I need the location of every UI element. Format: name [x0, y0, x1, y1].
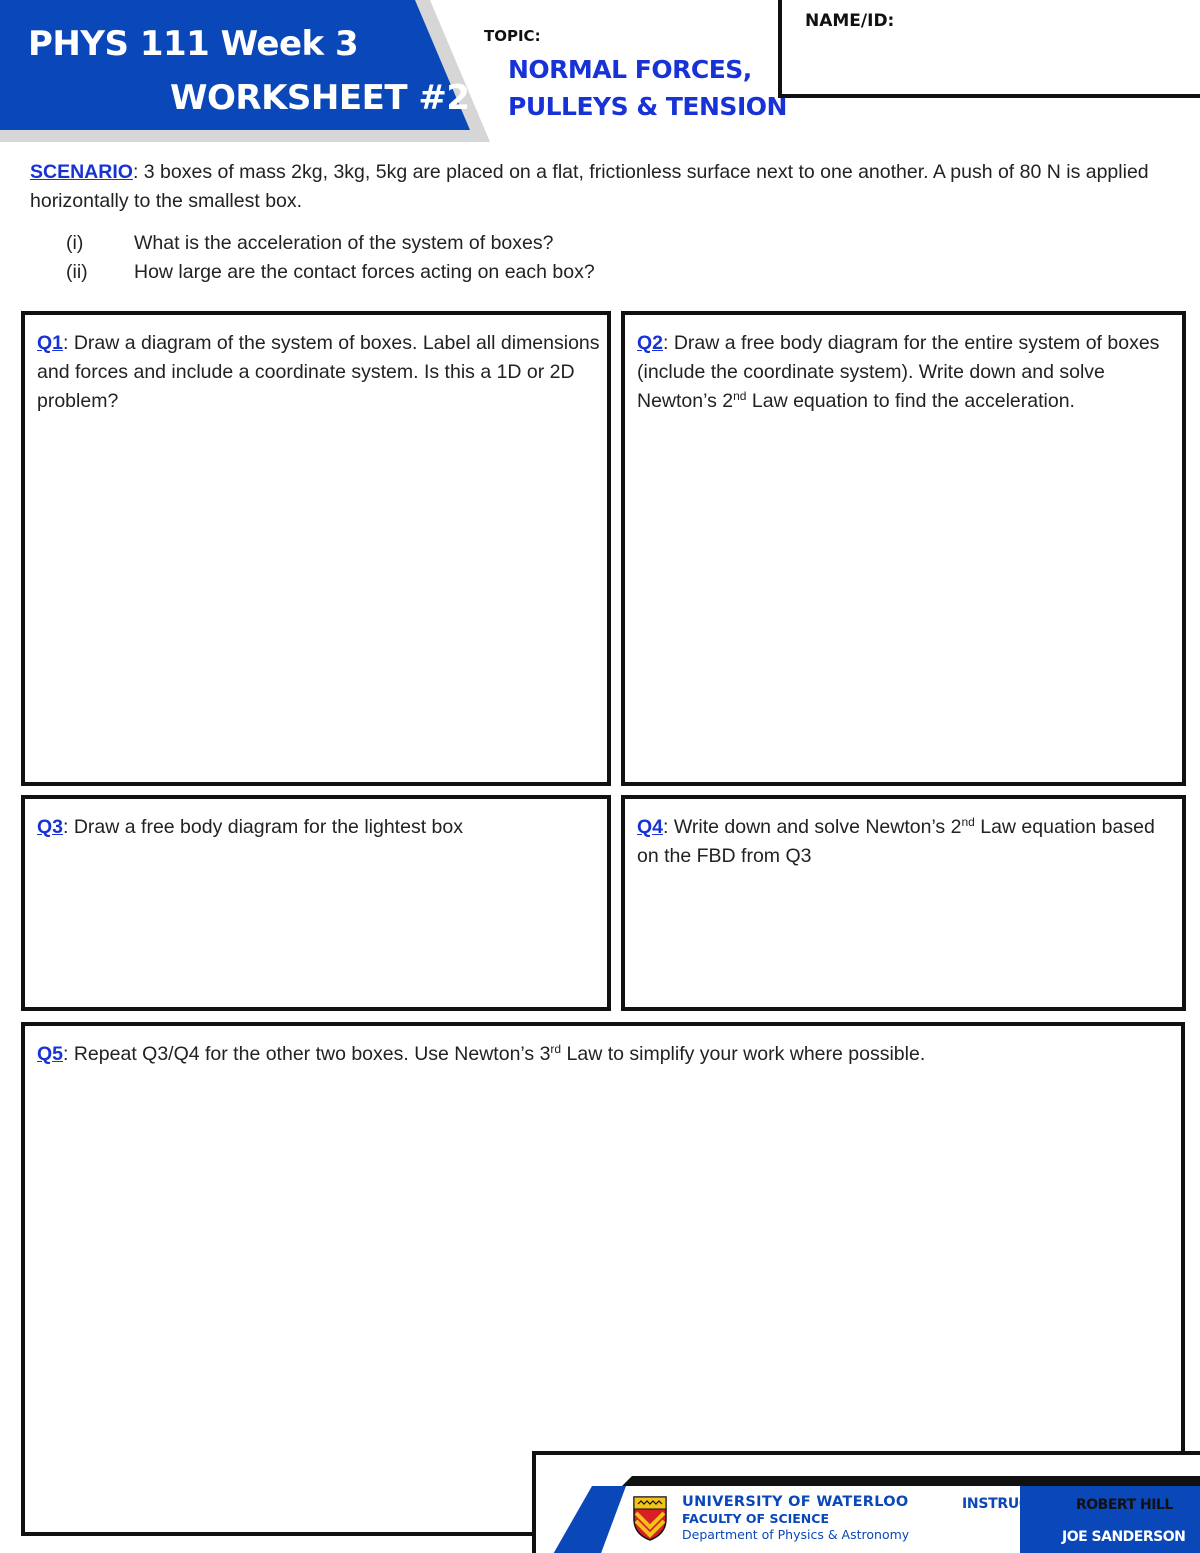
q2-text-b: Law equation to find the acceleration.	[746, 390, 1075, 412]
q4-text-b: Law equation based on the FBD from Q3	[637, 816, 1155, 867]
scenario-label: SCENARIO	[30, 161, 133, 183]
q5-label: Q5	[37, 1043, 64, 1065]
q5-text-a: : Repeat Q3/Q4 for the other two boxes. Use Newton’s 3	[63, 1043, 551, 1065]
scenario-text	[30, 158, 1160, 216]
q2-prompt	[637, 329, 1177, 416]
q5-prompt	[37, 1040, 1167, 1069]
q4-prompt	[637, 813, 1177, 871]
topic-label: TOPIC:	[484, 27, 541, 45]
scenario-item-text: How large are the contact forces acting on each box?	[134, 261, 595, 283]
q2-label: Q2	[637, 332, 664, 354]
instructors-label: INSTRUCTORS:	[962, 1496, 1076, 1512]
department-name: Department of Physics & Astronomy	[682, 1527, 910, 1542]
faculty-name: FACULTY OF SCIENCE	[682, 1511, 829, 1526]
topic-line-2: PULLEYS & TENSION	[508, 92, 787, 121]
q4-text-a: : Write down and solve Newton’s 2	[663, 816, 962, 838]
q5-ordinal: rd	[550, 1042, 562, 1056]
name-id-label: NAME/ID:	[805, 11, 895, 31]
q4-answer-box[interactable]	[621, 795, 1186, 1011]
scenario-item-number: (i)	[66, 232, 84, 254]
q3-prompt	[37, 813, 602, 842]
q1-answer-box[interactable]	[21, 311, 611, 786]
worksheet-title-course: PHYS 111 Week 3	[28, 24, 359, 64]
instructor-name-2: JOE SANDERSON	[1062, 1529, 1186, 1545]
q3-text: : Draw a free body diagram for the lightest box	[63, 816, 463, 838]
q5-text-b: Law to simplify your work where possible.	[561, 1043, 926, 1065]
scenario-item-number: (ii)	[66, 261, 88, 283]
scenario-item-text: What is the acceleration of the system of boxes?	[134, 232, 554, 254]
q1-text: : Draw a diagram of the system of boxes. Label all dimensions and forces and include a coordinate system. Is this a 1D or 2D problem?	[37, 332, 600, 412]
q2-ordinal: nd	[733, 389, 747, 403]
q2-answer-box[interactable]	[621, 311, 1186, 786]
q3-answer-box[interactable]	[21, 795, 611, 1011]
scenario-body: : 3 boxes of mass 2kg, 3kg, 5kg are placed on a flat, frictionless surface next to one another. A push of 80 N is applied horizontally to the smallest box.	[30, 161, 1149, 212]
topic-line-1: NORMAL FORCES,	[508, 55, 752, 84]
q4-ordinal: nd	[961, 815, 975, 829]
q3-label: Q3	[37, 816, 64, 838]
q2-text-a: : Draw a free body diagram for the entire system of boxes (include the coordinate system). Write down and solve Newton’s 2	[637, 332, 1160, 412]
worksheet-title-number: WORKSHEET #2	[170, 78, 470, 118]
q1-label: Q1	[37, 332, 64, 354]
q1-prompt	[37, 329, 602, 416]
university-crest-icon	[632, 1495, 668, 1541]
q4-label: Q4	[637, 816, 664, 838]
instructor-name-1: ROBERT HILL	[1076, 1497, 1173, 1513]
university-name: UNIVERSITY OF WATERLOO	[682, 1494, 909, 1510]
